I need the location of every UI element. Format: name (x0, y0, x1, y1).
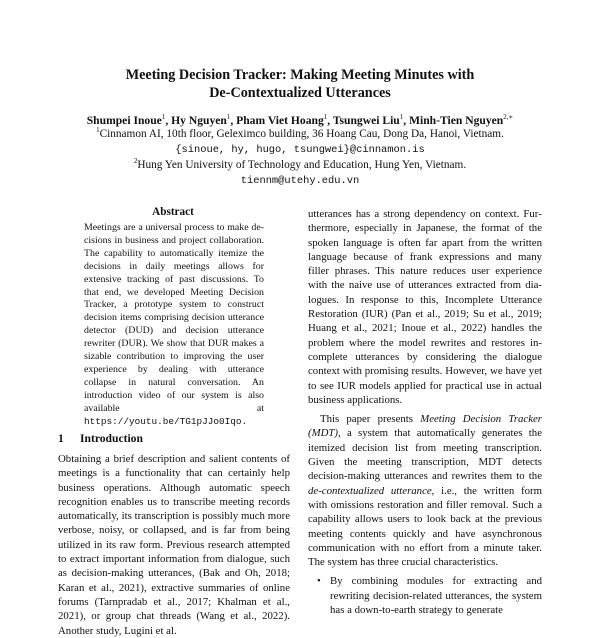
author-affiliation-mark: 1 (161, 113, 166, 122)
system-name-emphasis: Meeting Decision Tracker (MDT) (308, 413, 542, 440)
list-item (308, 574, 542, 617)
author-affiliation-mark: 1 (399, 113, 404, 122)
author-name: Tsungwei Liu (332, 114, 400, 127)
author-affiliation-mark: 2,∗ (503, 113, 514, 122)
title-line-2: De-Contextualized Utterances (209, 85, 391, 101)
affiliation-1-mark: 1 (96, 126, 100, 135)
email-2: tiennm@utehy.edu.vn (240, 175, 360, 187)
affiliation-1-text: Cinnamon AI, 10th floor, Geleximco building, 36 Hoang Cau, Dong Da, Hanoi, Vietnam. (99, 128, 504, 140)
section-heading-introduction (58, 432, 143, 445)
author-name: Hy Nguyen (171, 114, 227, 127)
bullet-icon: • (317, 575, 321, 588)
abstract-heading: Abstract (152, 206, 194, 218)
text-run: , a system that automatically generates the itemized decision list from meeting transcription. Given the meeting transcription, MDT detects decision-making utterances and rewrites them to the (308, 427, 542, 483)
title-line-1: Meeting Decision Tracker: Making Meeting Minutes with (125, 67, 475, 83)
affiliation-2-text: Hung Yen University of Technology and Education, Hung Yen, Vietnam. (137, 159, 467, 171)
author-list: Shumpei Inoue$^1$, Hy Nguyen$^1$, Pham Viet Hoang$^1$, Tsungwei Liu$^1$, Minh-Tien Nguyen$^{2,∗}$ (86, 113, 514, 127)
right-column (308, 207, 542, 617)
section-title: Introduction (80, 432, 143, 445)
term-emphasis: de-contextualized utterance (308, 484, 432, 497)
abstract-text: Meetings are a universal process to make decisions in business and project collaboration. The capability to automatically itemize the decisions in daily meetings allows for extensive tracking of past discussions. To that end, we developed Meeting Decision Tracker, a prototype system to construct decision items comprising decision utterance detector (DUD) and decision utterance rewriter (DUR). We show that DUR makes a sizable contribution to improving the user experience by dealing with utterance collapse in natural conversation. An introduction video of our system is also available at (84, 222, 264, 414)
affiliation-2 (0, 158, 600, 173)
author-name: Minh-Tien Nguyen (409, 114, 504, 127)
author-affiliation-mark: 1 (323, 113, 328, 122)
affiliation-2-mark: 2 (133, 157, 138, 166)
affiliation-1 (0, 127, 600, 142)
text-run: , i.e., the written form with omissions restoration and filler removal. Such a capability allows users to look back at the previous meeting contents quickly and have asynchronous communication with no effort from a minute taker. The system has three crucial characteristics. (308, 484, 542, 569)
section-number: 1 (58, 432, 64, 445)
author-name: Pham Viet Hoang (236, 114, 324, 127)
abstract-body (84, 222, 264, 429)
author-name: Shumpei Inoue (86, 114, 162, 127)
author-affiliation-mark: 1 (226, 113, 231, 122)
right-paragraph-1: utterances has a strong dependency on context. Furthermore, especially in Japanese, the format of the spoken language is often far apart from the written language because of frank expressions and many filler phrases. This nature reduces user experience with the naive use of utterances extracted from dialogues. In response to this, Incomplete Utterance Restoration (IUR) (Pan et al., 2019; Su et al., 2019; Huang et al., 2021; Inoue et al., 2022) handles the problem where the model rewrites and restores incomplete utterances by considering the dialogue context with promising results. However, we have yet to see IUR models applied for practical use in actual business applications. (308, 208, 542, 406)
right-paragraph-2 (308, 412, 542, 569)
introduction-paragraph (58, 452, 290, 638)
left-column-text: Obtaining a brief description and salient contents of meetings is a functionality that can certainly help business operations. Although automatic speech recognition enables us to transcribe meeting records automatically, its transcription is possibly much more verbose, noisy, or collapsed, and is far from being utilized in its raw form. Previous research attempted to extract important information from dialogue, such as decision-making utterances, (Bak and Oh, 2018; Karan et al., 2021), extractive summaries of online forums (Tarnpradab et al., 2017; Khalman et al., 2021), or group chat threads (Wang et al., 2022). Another study, Lugini et al. (58, 453, 290, 637)
paper-title (0, 66, 600, 102)
list-item-text: By combining modules for extracting and rewriting decision-related utterances, the system has a down-to-earth strategy to generate (330, 575, 542, 617)
text-run: This paper presents (320, 413, 421, 426)
abstract-video-link[interactable]: https://youtu.be/TG1pJJo0Iqo. (84, 415, 248, 427)
email-1: {sinoue, hy, hugo, tsungwei}@cinnamon.is (175, 144, 425, 156)
